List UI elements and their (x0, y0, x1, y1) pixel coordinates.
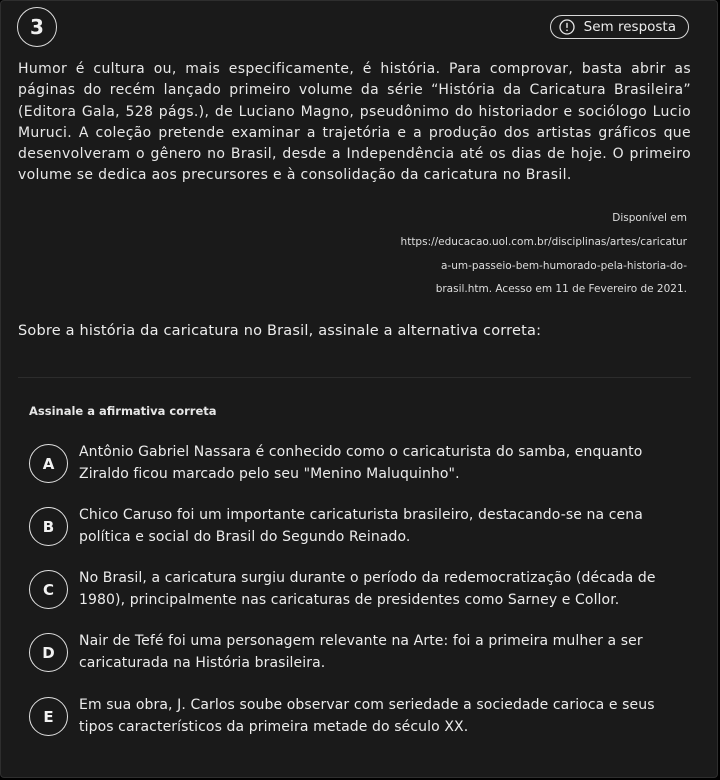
option-b[interactable] (29, 505, 691, 553)
option-letter[interactable]: D (29, 633, 68, 672)
exclamation-circle-icon (559, 19, 575, 35)
option-c[interactable] (29, 568, 691, 616)
option-letter[interactable]: E (29, 697, 68, 736)
option-letter[interactable]: A (29, 444, 68, 483)
option-e[interactable] (29, 695, 691, 743)
passage-text: Humor é cultura ou, mais especificamente, é história. Para comprovar, basta abrir as páginas do recém lançado primeiro volume da série “História da Caricatura Brasileira” (Editora Gala, 528 págs.), de Luciano Magno, pseudônimo do historiador e sociólogo Lucio Muruci. A coleção pretende examinar a trajetória e a produção dos artistas gráficos que desenvolveram o gênero no Brasil, desde a Independência até os dias de hoje. O primeiro volume se dedica aos precursores e à consolidação da caricatura no Brasil. (18, 61, 691, 184)
option-d[interactable] (29, 631, 691, 679)
option-text[interactable]: Antônio Gabriel Nassara é conhecido como o caricaturista do samba, enquanto Ziraldo ficou marcado pelo seu "Menino Maluquinho". (79, 444, 643, 482)
option-a[interactable] (29, 442, 691, 490)
divider (18, 377, 691, 378)
option-text[interactable]: Nair de Tefé foi uma personagem relevante na Arte: foi a primeira mulher a ser caricaturada na História brasileira. (79, 633, 643, 671)
source-line-3: a-um-passeio-bem-humorado-pela-historia-do- (440, 260, 687, 272)
question-prompt: Sobre a história da caricatura no Brasil, assinale a alternativa correta: (18, 323, 542, 339)
status-label: Sem resposta (583, 19, 676, 35)
source-line-2: https://educacao.uol.com.br/disciplinas/artes/caricatur (400, 236, 687, 248)
option-text[interactable]: Em sua obra, J. Carlos soube observar com seriedade a sociedade carioca e seus tipos característicos da primeira metade do século XX. (79, 697, 655, 735)
instruction-label: Assinale a afirmativa correta (29, 404, 217, 418)
source-line-4: brasil.htm. Acesso em 11 de Fevereiro de 2021. (435, 283, 687, 295)
option-letter[interactable]: B (29, 507, 68, 546)
option-text[interactable]: Chico Caruso foi um importante caricaturista brasileiro, destacando-se na cena política e social do Brasil do Segundo Reinado. (79, 507, 643, 545)
option-letter[interactable]: C (29, 570, 68, 609)
source-line-1: Disponível em (612, 212, 687, 224)
question-number: 3 (17, 7, 57, 47)
status-badge (550, 15, 689, 39)
option-text[interactable]: No Brasil, a caricatura surgiu durante o período da redemocratização (década de 1980), principalmente nas caricaturas de presidentes como Sarney e Collor. (79, 570, 656, 608)
